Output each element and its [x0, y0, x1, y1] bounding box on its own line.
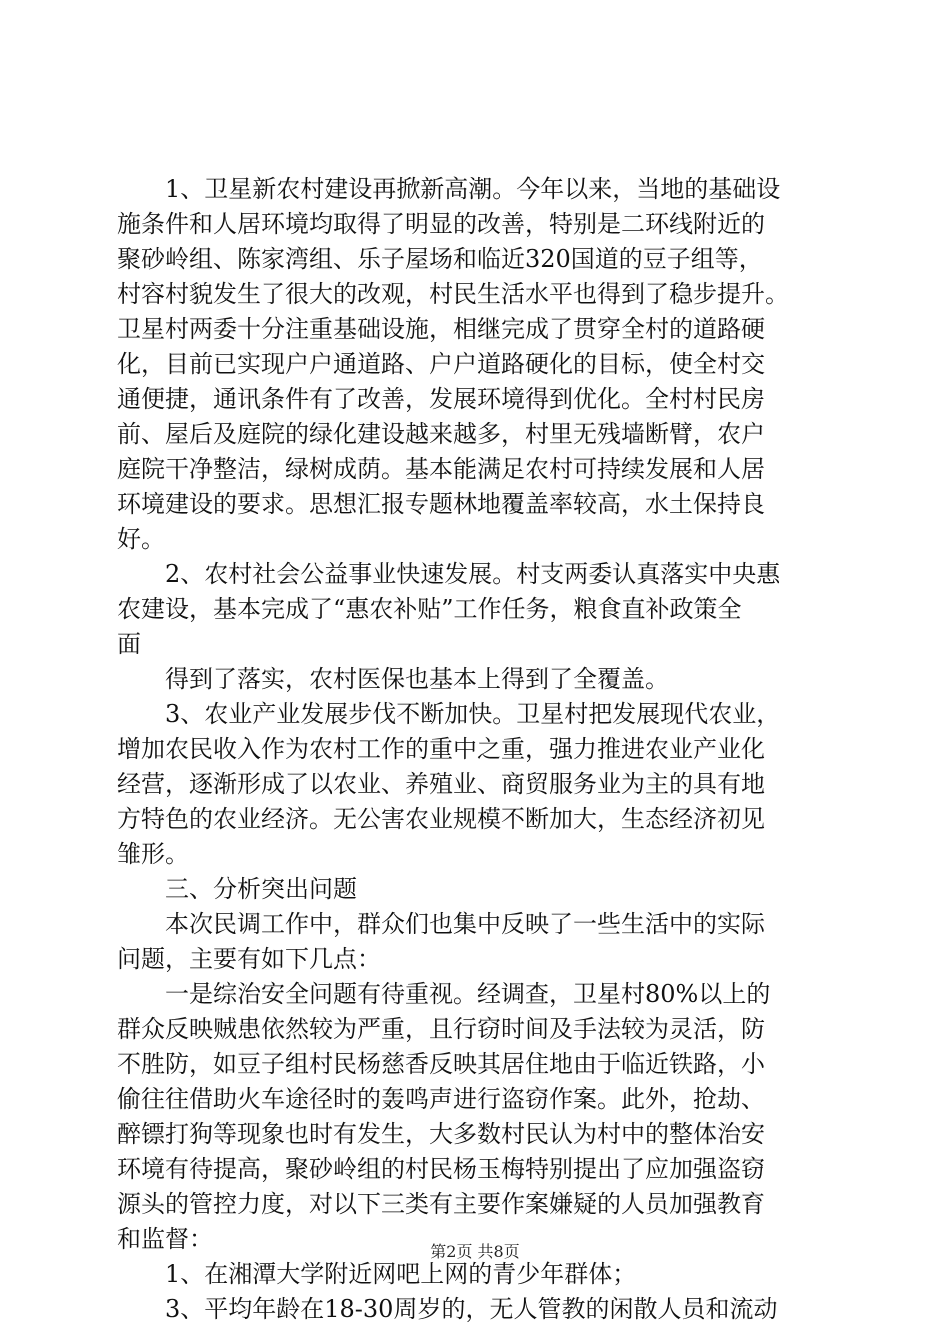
- text-line: 一是综治安全问题有待重视。经调查，卫星村80%以上的: [117, 980, 771, 1008]
- text-line: 通便捷，通讯条件有了改善，发展环境得到优化。全村村民房: [117, 385, 765, 413]
- page-number-footer: 第2页 共8页: [430, 1242, 520, 1261]
- text-line: 好。: [117, 525, 165, 553]
- text-line: 环境建设的要求。思想汇报专题林地覆盖率较高，水土保持良: [117, 490, 765, 518]
- text-line: 聚砂岭组、陈家湾组、乐子屋场和临近320国道的豆子组等，: [117, 245, 763, 273]
- text-line: 方特色的农业经济。无公害农业规模不断加大，生态经济初见: [117, 805, 765, 833]
- text-line: 醉镖打狗等现象也时有发生，大多数村民认为村中的整体治安: [117, 1120, 765, 1148]
- text-line: 增加农民收入作为农村工作的重中之重，强力推进农业产业化: [117, 735, 765, 763]
- text-line: 问题，主要有如下几点：: [117, 945, 381, 973]
- text-line: 3、农业产业发展步伐不断加快。卫星村把发展现代农业，: [117, 700, 781, 728]
- text-line: 源头的管控力度，对以下三类有主要作案嫌疑的人员加强教育: [117, 1190, 765, 1218]
- text-line: 3、平均年龄在18-30周岁的，无人管教的闲散人员和流动: [117, 1295, 778, 1323]
- text-line: 面: [117, 630, 141, 658]
- text-line: 1、卫星新农村建设再掀新高潮。今年以来，当地的基础设: [117, 175, 781, 203]
- text-line: 经营，逐渐形成了以农业、养殖业、商贸服务业为主的具有地: [117, 770, 765, 798]
- text-line: 和监督：: [117, 1225, 213, 1253]
- text-line: 2、农村社会公益事业快速发展。村支两委认真落实中央惠: [117, 560, 781, 588]
- text-line: 化，目前已实现户户通道路、户户道路硬化的目标，使全村交: [117, 350, 765, 378]
- text-line: 施条件和人居环境均取得了明显的改善，特别是二环线附近的: [117, 210, 765, 238]
- text-line: 庭院干净整洁，绿树成荫。基本能满足农村可持续发展和人居: [117, 455, 765, 483]
- text-line: 得到了落实，农村医保也基本上得到了全覆盖。: [117, 665, 669, 693]
- text-line: 环境有待提高，聚砂岭组的村民杨玉梅特别提出了应加强盗窃: [117, 1155, 765, 1183]
- text-line: 不胜防，如豆子组村民杨慈香反映其居住地由于临近铁路，小: [117, 1050, 765, 1078]
- text-line: 1、在湘潭大学附近网吧上网的青少年群体；: [117, 1260, 637, 1288]
- text-line: 卫星村两委十分注重基础设施，相继完成了贯穿全村的道路硬: [117, 315, 765, 343]
- text-line: 村容村貌发生了很大的改观，村民生活水平也得到了稳步提升。: [117, 280, 789, 308]
- text-line: 偷往往借助火车途径时的轰鸣声进行盗窃作案。此外，抢劫、: [117, 1085, 765, 1113]
- text-line: 雏形。: [117, 840, 189, 868]
- text-line: 前、屋后及庭院的绿化建设越来越多，村里无残墙断臂，农户: [117, 420, 765, 448]
- section-heading: 三、分析突出问题: [117, 875, 357, 903]
- document-body: [117, 172, 833, 1327]
- text-line: 群众反映贼患依然较为严重，且行窃时间及手法较为灵活，防: [117, 1015, 765, 1043]
- text-line: 本次民调工作中，群众们也集中反映了一些生活中的实际: [117, 910, 765, 938]
- text-line: 农建设，基本完成了“惠农补贴”工作任务，粮食直补政策全: [117, 595, 742, 623]
